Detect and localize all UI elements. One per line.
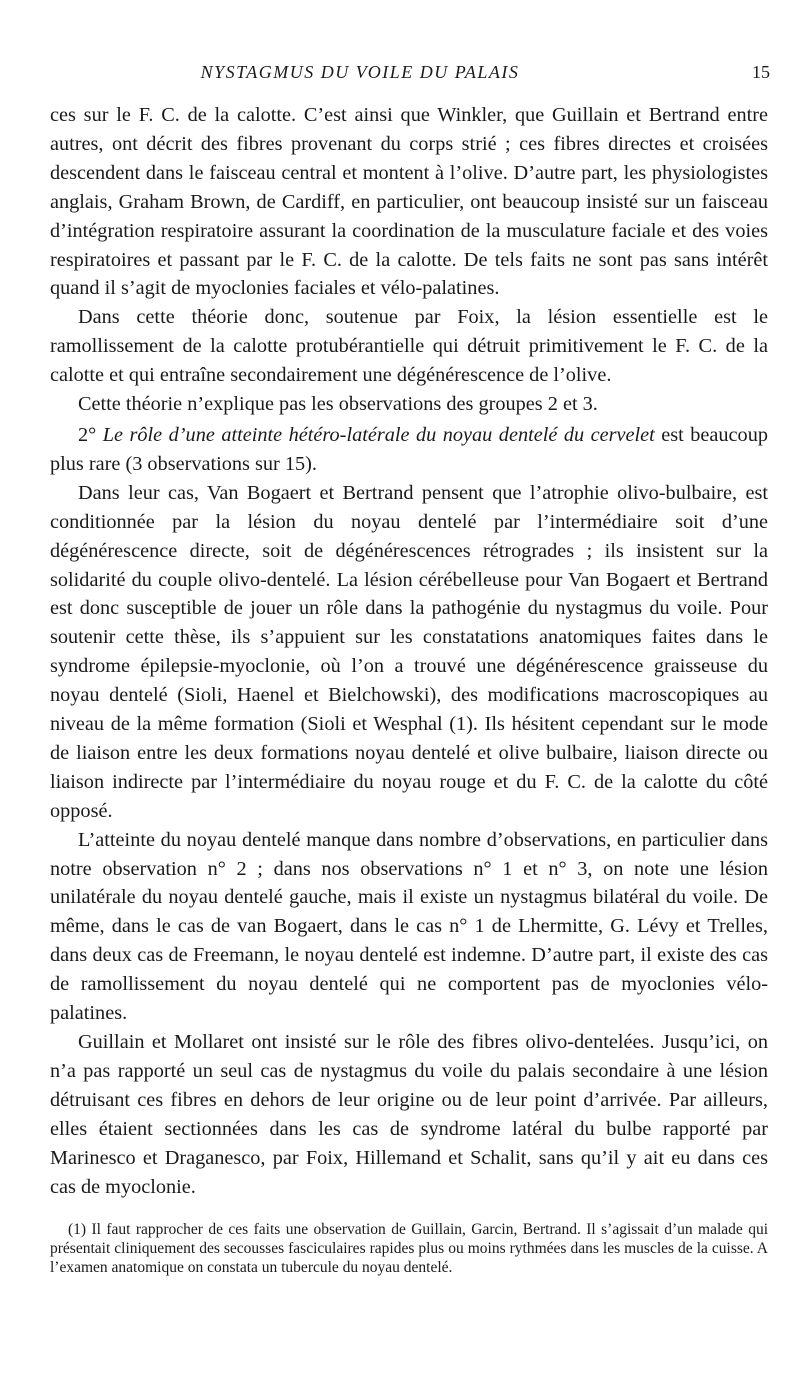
paragraph: Guillain et Mollaret ont insisté sur le rôle des fibres olivo-dentelées. Jusqu’ici, on n’a pas rapporté un seul cas de nystagmus du voile du palais secondaire à une lésion détruisant ces fibres en dehors de leur origine ou de leur point d’arrivée. Par ailleurs, elles étaient sectionnées dans les cas de syndrome latéral du bulbe rapporté par Marinesco et Draganesco, par Foix, Hillemand et Schalit, sans qu’il y ait eu dans ces cas de myoclonie. xyxy=(50,1031,768,1198)
section-rest: est beaucoup plus rare (3 observations sur 15). xyxy=(50,423,768,475)
footnote: (1) Il faut rapprocher de ces faits une observation de Guillain, Garcin, Bertrand. Il s’agissait d’un malade qui présentait cliniquement des secousses fasciculaires rapides plus ou moins rythmées dans les muscles de la cuisse. A l’examen anatomique on constata un tubercule du noyau dentelé. xyxy=(50,1221,768,1276)
paragraph: L’atteinte du noyau dentelé manque dans nombre d’observations, en particulier dans notre observation n° 2 ; dans nos observations n° 1 et n° 3, on note une lésion unilatérale du noyau dentelé gauche, mais il existe un nystagmus bilatéral du voile. De même, dans le cas de van Bogaert, dans le cas n° 1 de Lhermitte, G. Lévy et Trelles, dans deux cas de Freemann, le noyau dentelé est indemne. D’autre part, il existe des cas de ramollissement du noyau dentelé qui ne comportent pas de myoclonies vélo-palatines. xyxy=(50,828,768,1025)
paragraph: Dans leur cas, Van Bogaert et Bertrand pensent que l’atrophie olivo-bulbaire, est conditionnée par la lésion du noyau dentelé par l’intermédiaire soit d’une dégénérescence directe, soit de dégénérescences rétrogrades ; ils insistent sur la solidarité du couple olivo-dentelé. La lésion cérébelleuse pour Van Bogaert et Bertrand est donc susceptible de jouer un rôle dans la pathogénie du nystagmus du voile. Pour soutenir cette thèse, ils s’appuient sur les constatations anatomiques faites dans le syndrome épilepsie-myoclonie, où l’on a trouvé une dégénérescence graisseuse du noyau dentelé (Sioli, Haenel et Bielchowski), des modifications macroscopiques au niveau de la même formation (Sioli et Wesphal (1). Ils hésitent cependant sur le mode de liaison entre les deux formations noyau dentelé et olive bulbaire, liaison directe ou liaison indirecte par l’intermédiaire du noyau rouge et du F. C. de la calotte du côté opposé. xyxy=(50,481,768,822)
section-heading-paragraph xyxy=(50,421,768,479)
body-text xyxy=(50,101,768,1201)
footnotes xyxy=(50,1221,768,1277)
page-number: 15 xyxy=(752,62,770,82)
page-header xyxy=(50,62,770,92)
paragraph: Cette théorie n’explique pas les observations des groupes 2 et 3. xyxy=(78,393,598,416)
paragraph: Dans cette théorie donc, soutenue par Foix, la lésion essentielle est le ramollissement de la calotte protubérantielle qui détruit primitivement le F. C. de la calotte et qui entraîne secondairement une dégénérescence de l’olive. xyxy=(50,306,768,387)
running-title: NYSTAGMUS DU VOILE DU PALAIS xyxy=(200,62,520,82)
paragraph: ces sur le F. C. de la calotte. C’est ainsi que Winkler, que Guillain et Bertrand entre autres, ont décrit des fibres provenant du corps strié ; ces fibres directes et croisées descendent dans le faisceau central et montent à l’olive. D’autre part, les physiologistes anglais, Graham Brown, de Cardiff, en particulier, ont beaucoup insisté sur un faisceau d’intégration respiratoire assurant la coordination de la musculature faciale et des voies respiratoires et passant par le F. C. de la calotte. De tels faits ne sont pas sans intérêt quand il s’agit de myoclonies faciales et vélo-palatines. xyxy=(50,104,768,300)
section-title: Le rôle d’une atteinte hétéro-latérale du noyau dentelé du cervelet xyxy=(102,423,655,446)
section-number: 2° xyxy=(78,423,97,446)
